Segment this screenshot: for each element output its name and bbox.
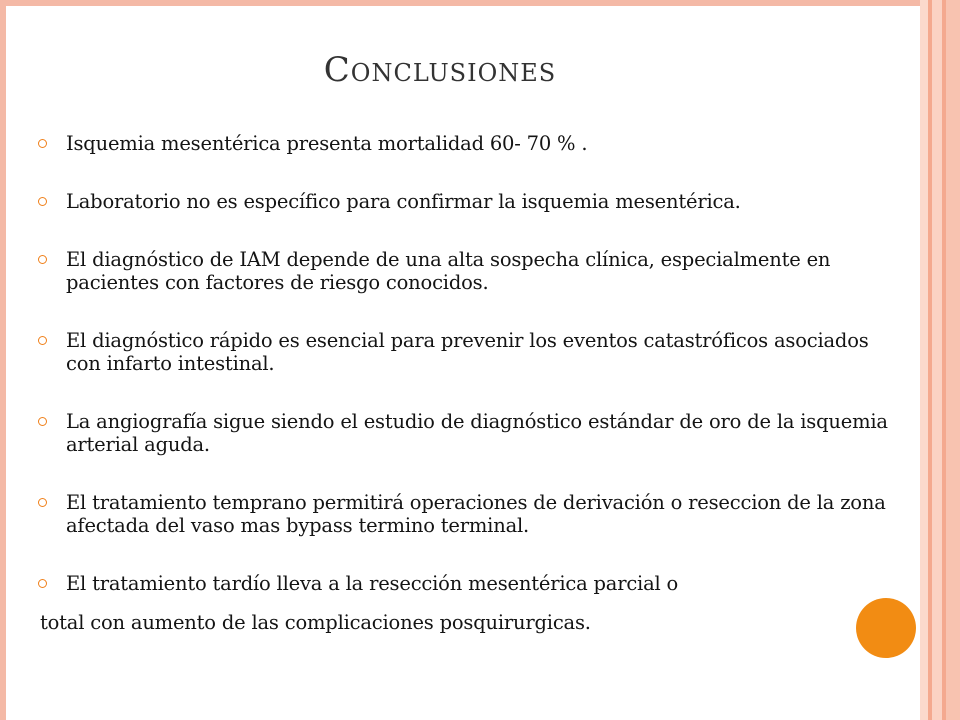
bullet-text: La angiografía sigue siendo el estudio de diagnóstico estándar de oro de la isquemia arterial aguda. bbox=[66, 410, 888, 456]
decor-stripe bbox=[946, 0, 960, 720]
bullet-text: Laboratorio no es específico para confirmar la isquemia mesentérica. bbox=[66, 190, 741, 213]
bullet-item bbox=[38, 190, 898, 213]
bullet-text: El diagnóstico de IAM depende de una alta sospecha clínica, especialmente en pacientes con factores de riesgo conocidos. bbox=[66, 248, 831, 294]
bullet-ring-icon bbox=[38, 417, 47, 426]
bullet-text: El diagnóstico rápido es esencial para prevenir los eventos catastróficos asociados con infarto intestinal. bbox=[66, 329, 869, 375]
decor-stripe bbox=[932, 0, 942, 720]
bullet-ring-icon bbox=[38, 579, 47, 588]
bullet-item bbox=[38, 248, 898, 294]
bullet-ring-icon bbox=[38, 197, 47, 206]
bullet-continuation: total con aumento de las complicaciones posquirurgicas. bbox=[40, 611, 591, 634]
bullet-text: El tratamiento tardío lleva a la resección mesentérica parcial o bbox=[66, 572, 679, 595]
bullet-ring-icon bbox=[38, 336, 47, 345]
decor-stripe bbox=[920, 0, 928, 720]
bullet-ring-icon bbox=[38, 255, 47, 264]
bullet-item bbox=[38, 329, 898, 375]
bullet-item bbox=[38, 572, 898, 595]
decor-circle bbox=[856, 598, 916, 658]
bullet-list bbox=[38, 132, 898, 595]
bullet-item bbox=[38, 410, 898, 456]
bullet-item bbox=[38, 491, 898, 537]
bullet-text: El tratamiento temprano permitirá operaciones de derivación o reseccion de la zona afectada del vaso mas bypass termino terminal. bbox=[66, 491, 886, 537]
bullet-ring-icon bbox=[38, 139, 47, 148]
bullet-text: Isquemia mesentérica presenta mortalidad 60- 70 % . bbox=[66, 132, 588, 155]
slide-title: Conclusiones bbox=[323, 50, 557, 90]
bullet-ring-icon bbox=[38, 498, 47, 507]
bullet-item bbox=[38, 132, 898, 155]
